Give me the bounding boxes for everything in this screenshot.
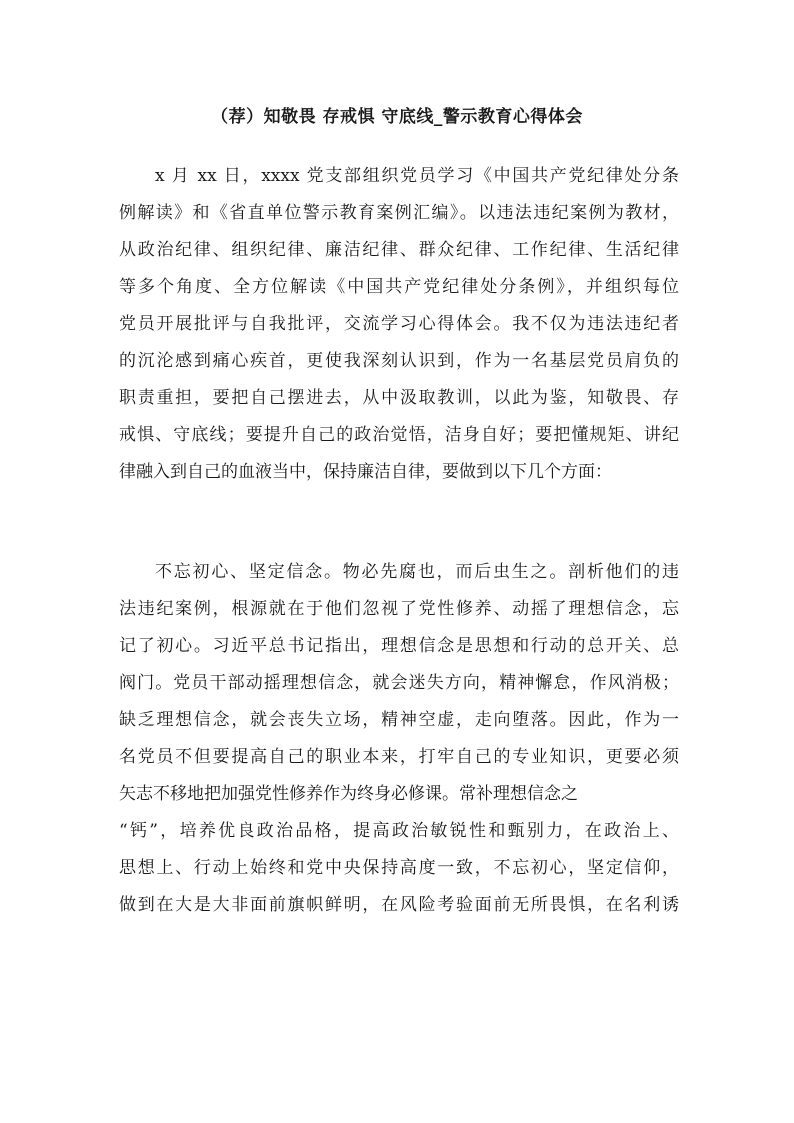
- text-line: 的沉沦感到痛心疾首，更使我深刻认识到，作为一名基层党员肩负的: [119, 351, 679, 371]
- text-line: 职责重担，要把自己摆进去，从中汲取教训，以此为鉴，知敬畏、存: [119, 388, 679, 408]
- text-line: 从政治纪律、组织纪律、廉洁纪律、群众纪律、工作纪律、生活纪律: [119, 240, 679, 260]
- text-line: “钙”，培养优良政治品格，提高政治敏锐性和甄别力，在政治上、: [119, 821, 679, 841]
- text-line: 做到在大是大非面前旗帜鲜明，在风险考验面前无所畏惧，在名利诱: [119, 895, 679, 915]
- text-line: 名党员不但要提高自己的职业本来，打牢自己的专业知识，更要必须: [119, 747, 679, 767]
- text-line: 缺乏理想信念，就会丧失立场，精神空虚，走向堕落。因此，作为一: [119, 710, 679, 730]
- text-line: 记了初心。习近平总书记指出，理想信念是思想和行动的总开关、总: [119, 636, 679, 656]
- text-line: x 月 xx 日，xxxx 党支部组织党员学习《中国共产党纪律处分条: [155, 166, 679, 186]
- text-line: 法违纪案例，根源就在于他们忽视了党性修养、动摇了理想信念，忘: [119, 599, 679, 619]
- text-line: 等多个角度、全方位解读《中国共产党纪律处分条例》，并组织每位: [119, 277, 679, 297]
- text-line: 律融入到自己的血液当中，保持廉洁自律，要做到以下几个方面：: [119, 462, 612, 482]
- text-line: 阀门。党员干部动摇理想信念，就会迷失方向，精神懈怠，作风消极；: [119, 673, 679, 693]
- text-line: 戒惧、守底线；要提升自己的政治觉悟，洁身自好；要把懂规矩、讲纪: [119, 425, 679, 445]
- text-line: 矢志不移地把加强党性修养作为终身必修课。常补理想信念之: [119, 784, 578, 804]
- document-title: （荐）知敬畏 存戒惧 守底线_警示教育心得体会: [211, 107, 583, 127]
- paragraph-1: [119, 158, 679, 491]
- text-line: 思想上、行动上始终和党中央保持高度一致，不忘初心，坚定信仰，: [119, 858, 679, 878]
- text-line: 党员开展批评与自我批评，交流学习心得体会。我不仅为违法违纪者: [119, 314, 679, 334]
- text-line: 例解读》和《省直单位警示教育案例汇编》。以违法违纪案例为教材，: [119, 203, 679, 223]
- text-line: 不忘初心、坚定信念。物必先腐也，而后虫生之。剖析他们的违: [155, 562, 679, 582]
- paragraph-2: [119, 554, 679, 924]
